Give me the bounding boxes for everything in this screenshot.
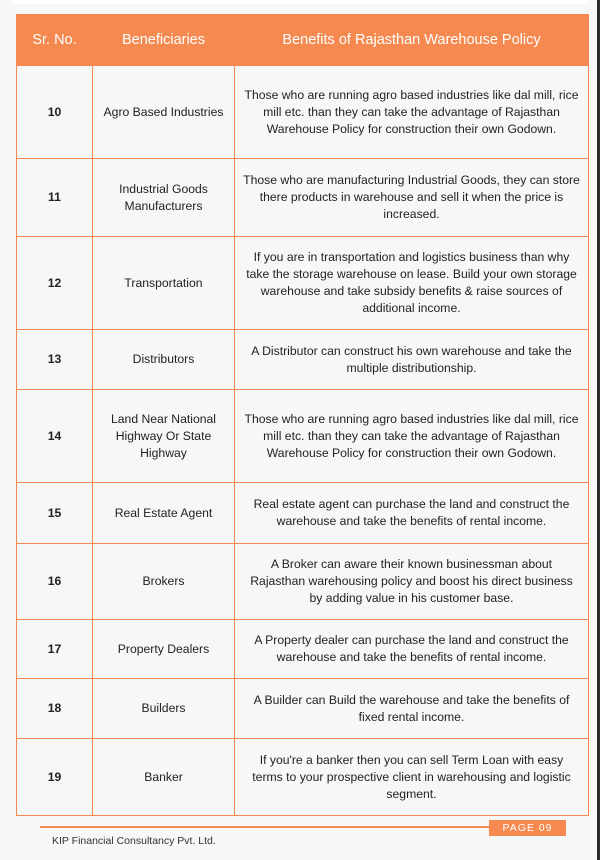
table-row [17, 679, 589, 739]
benefit-cell: Those who are running agro based industries like dal mill, rice mill etc. than they can take the advantage of Rajasthan Warehouse Policy for construction their own Godown. [235, 390, 589, 483]
table-row [17, 330, 589, 390]
benefit-cell: A Property dealer can purchase the land and construct the warehouse and take the benefits of rental income. [235, 620, 589, 679]
footer-divider [40, 826, 566, 828]
sr-no-cell: 10 [17, 66, 93, 159]
sr-no-cell: 16 [17, 544, 93, 620]
benefit-cell: A Distributor can construct his own warehouse and take the multiple distributionship. [235, 330, 589, 390]
header-benefits: Benefits of Rajasthan Warehouse Policy [235, 15, 589, 66]
beneficiary-cell: Property Dealers [93, 620, 235, 679]
beneficiary-cell: Banker [93, 739, 235, 816]
sr-no-cell: 13 [17, 330, 93, 390]
table-row [17, 620, 589, 679]
beneficiary-cell: Real Estate Agent [93, 483, 235, 544]
beneficiaries-table [16, 14, 589, 816]
benefit-cell: A Broker can aware their known businessman about Rajasthan warehousing policy and boost his direct business by adding value in his customer base. [235, 544, 589, 620]
header-sr-no: Sr. No. [17, 15, 93, 66]
table-row [17, 544, 589, 620]
sr-no-cell: 14 [17, 390, 93, 483]
table-row [17, 390, 589, 483]
beneficiary-cell: Industrial Goods Manufacturers [93, 159, 235, 237]
benefit-cell: Those who are running agro based industries like dal mill, rice mill etc. than they can take the advantage of Rajasthan Warehouse Policy for construction their own Godown. [235, 66, 589, 159]
table-row [17, 66, 589, 159]
beneficiary-cell: Transportation [93, 237, 235, 330]
sr-no-cell: 18 [17, 679, 93, 739]
table-header-row [17, 15, 589, 66]
beneficiary-cell: Agro Based Industries [93, 66, 235, 159]
top-strip [12, 0, 588, 4]
table-row [17, 739, 589, 816]
beneficiary-cell: Brokers [93, 544, 235, 620]
sr-no-cell: 19 [17, 739, 93, 816]
benefit-cell: A Builder can Build the warehouse and take the benefits of fixed rental income. [235, 679, 589, 739]
sr-no-cell: 17 [17, 620, 93, 679]
sr-no-cell: 11 [17, 159, 93, 237]
benefit-cell: Real estate agent can purchase the land and construct the warehouse and take the benefits of rental income. [235, 483, 589, 544]
beneficiary-cell: Land Near National Highway Or State Highway [93, 390, 235, 483]
sr-no-cell: 15 [17, 483, 93, 544]
header-beneficiaries: Beneficiaries [93, 15, 235, 66]
company-name: KIP Financial Consultancy Pvt. Ltd. [52, 835, 216, 847]
sr-no-cell: 12 [17, 237, 93, 330]
page-number-badge: PAGE 09 [489, 820, 566, 836]
benefit-cell: If you are in transportation and logistics business than why take the storage warehouse on lease. Build your own storage warehouse and take subsidy benefits & raise sources of additional income. [235, 237, 589, 330]
table-row [17, 483, 589, 544]
benefit-cell: If you're a banker then you can sell Term Loan with easy terms to your prospective client in warehousing and logistic segment. [235, 739, 589, 816]
beneficiary-cell: Builders [93, 679, 235, 739]
table-row [17, 237, 589, 330]
table-row [17, 159, 589, 237]
beneficiary-cell: Distributors [93, 330, 235, 390]
benefit-cell: Those who are manufacturing Industrial Goods, they can store there products in warehouse and sell it when the price is increased. [235, 159, 589, 237]
